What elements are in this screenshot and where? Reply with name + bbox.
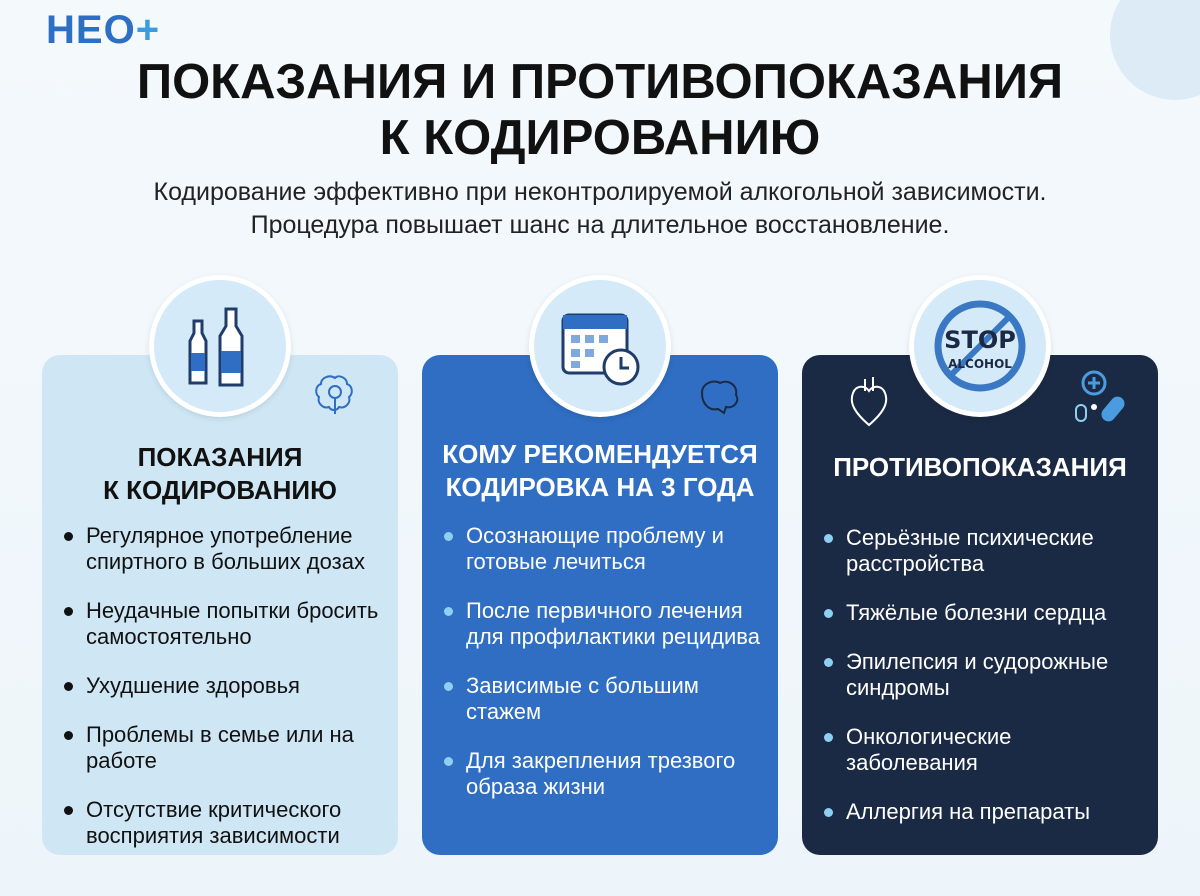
list-item: После первичного лечения для профилактики рецидива (444, 598, 768, 650)
card-recommended (422, 355, 778, 855)
svg-text:STOP: STOP (944, 326, 1016, 354)
bottles-icon (149, 275, 291, 417)
list-item: Проблемы в семье или на работе (64, 722, 388, 774)
logo: НЕО+ (46, 8, 161, 52)
heart-icon (847, 373, 891, 429)
page-title: ПОКАЗАНИЯ И ПРОТИВОПОКАЗАНИЯ К КОДИРОВАНИЮ (136, 55, 1064, 165)
list-item: Ухудшение здоровья (64, 673, 388, 699)
list-item: Зависимые с большим стажем (444, 673, 768, 725)
list-item: Осознающие проблему и готовые лечиться (444, 523, 768, 575)
list-item: Тяжёлые болезни сердца (824, 600, 1148, 626)
list-item: Для закрепления трезвого образа жизни (444, 748, 768, 800)
svg-text:ALCOHOL: ALCOHOL (948, 357, 1012, 371)
card-contraindications (802, 355, 1158, 855)
brain-icon (310, 370, 360, 420)
card-indications (42, 355, 398, 855)
calendar-clock-icon (529, 275, 671, 417)
pills-icon (1072, 369, 1132, 425)
list-item: Аллергия на препараты (824, 799, 1148, 825)
recommended-list (444, 523, 768, 823)
list-item: Онкологические заболевания (824, 724, 1148, 776)
stop-alcohol-icon (909, 275, 1051, 417)
card-heading: ПРОТИВОПОКАЗАНИЯ (833, 452, 1127, 482)
card-heading: КОМУ РЕКОМЕНДУЕТСЯ КОДИРОВКА НА 3 ГОДА (442, 439, 758, 502)
list-item: Эпилепсия и судорожные синдромы (824, 649, 1148, 701)
brain-icon (692, 373, 742, 419)
indications-list (64, 523, 388, 872)
page-subtitle: Кодирование эффективно при неконтролируемой алкогольной зависимости. Процедура повышает шанс на длительное восстановление. (153, 178, 1047, 239)
card-heading: ПОКАЗАНИЯ К КОДИРОВАНИЮ (103, 442, 337, 505)
list-item: Отсутствие критического восприятия зависимости (64, 797, 388, 849)
list-item: Регулярное употребление спиртного в больших дозах (64, 523, 388, 575)
list-item: Серьёзные психические расстройства (824, 525, 1148, 577)
list-item: Неудачные попытки бросить самостоятельно (64, 598, 388, 650)
contraindications-list (824, 525, 1148, 848)
